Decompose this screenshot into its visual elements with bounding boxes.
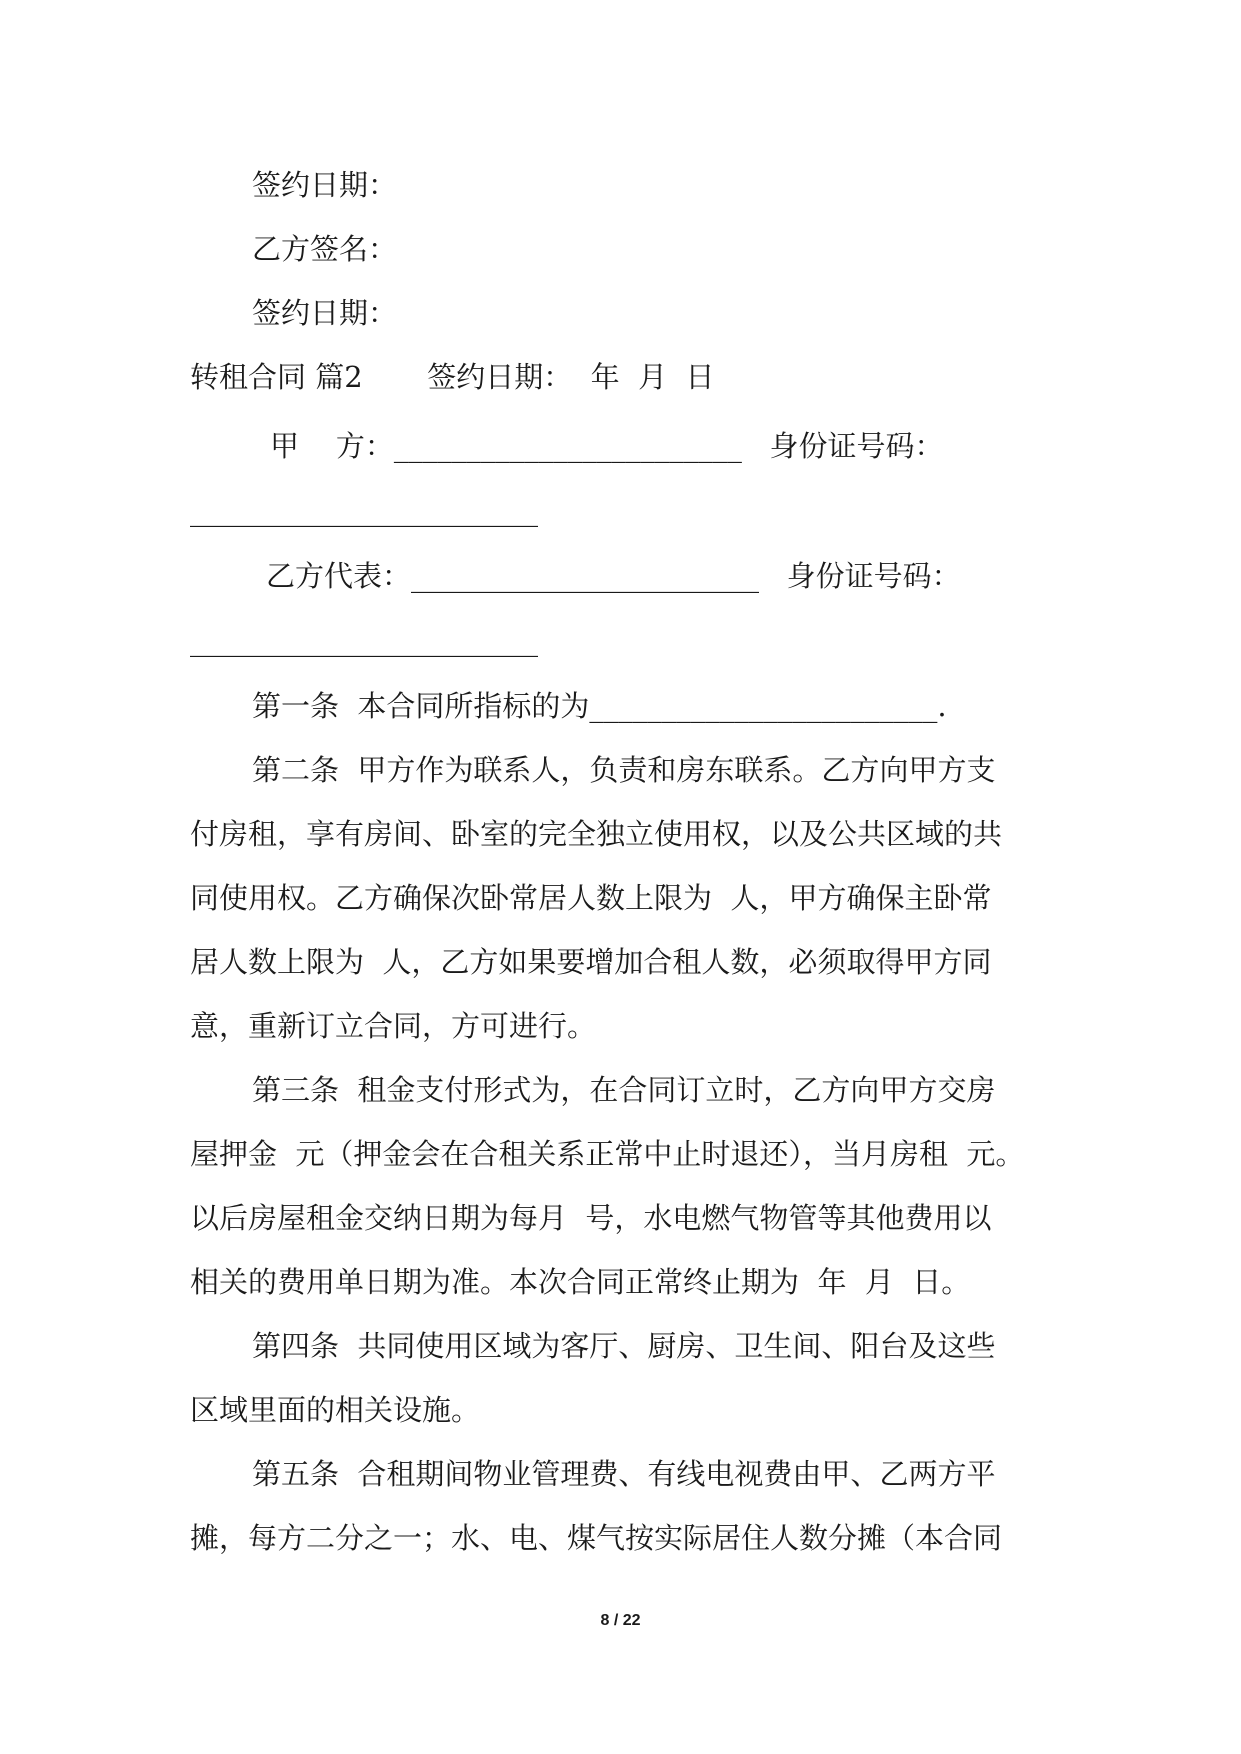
text-line: 甲 方：________________________ 身份证号码：: [270, 429, 944, 463]
text-line: 摊，每方二分之一；水、电、煤气按实际居住人数分摊（本合同: [190, 1521, 1003, 1555]
text-line: 签约日期：: [252, 168, 398, 202]
text-line: 同使用权。乙方确保次卧常居人数上限为 人，甲方确保主卧常: [190, 881, 992, 915]
text-line: 第二条 甲方作为联系人，负责和房东联系。乙方向甲方支: [252, 753, 996, 787]
text-line: 以后房屋租金交纳日期为每月 号，水电燃气物管等其他费用以: [190, 1201, 992, 1235]
text-line: 转租合同 篇2 签约日期： 年 月 日: [190, 360, 715, 394]
text-line: ________________________: [190, 493, 538, 527]
text-line: 乙方代表：________________________ 身份证号码：: [266, 559, 961, 593]
text-line: 第一条 本合同所指标的为________________________.: [252, 689, 947, 723]
text-line: 签约日期：: [252, 296, 398, 330]
text-line: 区域里面的相关设施。: [190, 1393, 481, 1427]
text-line: 屋押金 元（押金会在合租关系正常中止时退还），当月房租 元。: [190, 1137, 1025, 1171]
text-line: 居人数上限为 人，乙方如果要增加合租人数，必须取得甲方同: [190, 945, 992, 979]
text-line: 第四条 共同使用区域为客厅、厨房、卫生间、阳台及这些: [252, 1329, 996, 1363]
text-line: 第五条 合租期间物业管理费、有线电视费由甲、乙两方平: [252, 1457, 996, 1491]
text-line: 乙方签名：: [252, 232, 398, 266]
text-line: 付房租，享有房间、卧室的完全独立使用权，以及公共区域的共: [190, 817, 1003, 851]
text-line: ________________________: [190, 623, 538, 657]
text-line: 相关的费用单日期为准。本次合同正常终止期为 年 月 日。: [190, 1265, 971, 1299]
text-line: 第三条 租金支付形式为，在合同订立时，乙方向甲方交房: [252, 1073, 996, 1107]
text-line: 意，重新订立合同，方可进行。: [190, 1009, 597, 1043]
page-number: 8 / 22: [600, 1612, 641, 1629]
